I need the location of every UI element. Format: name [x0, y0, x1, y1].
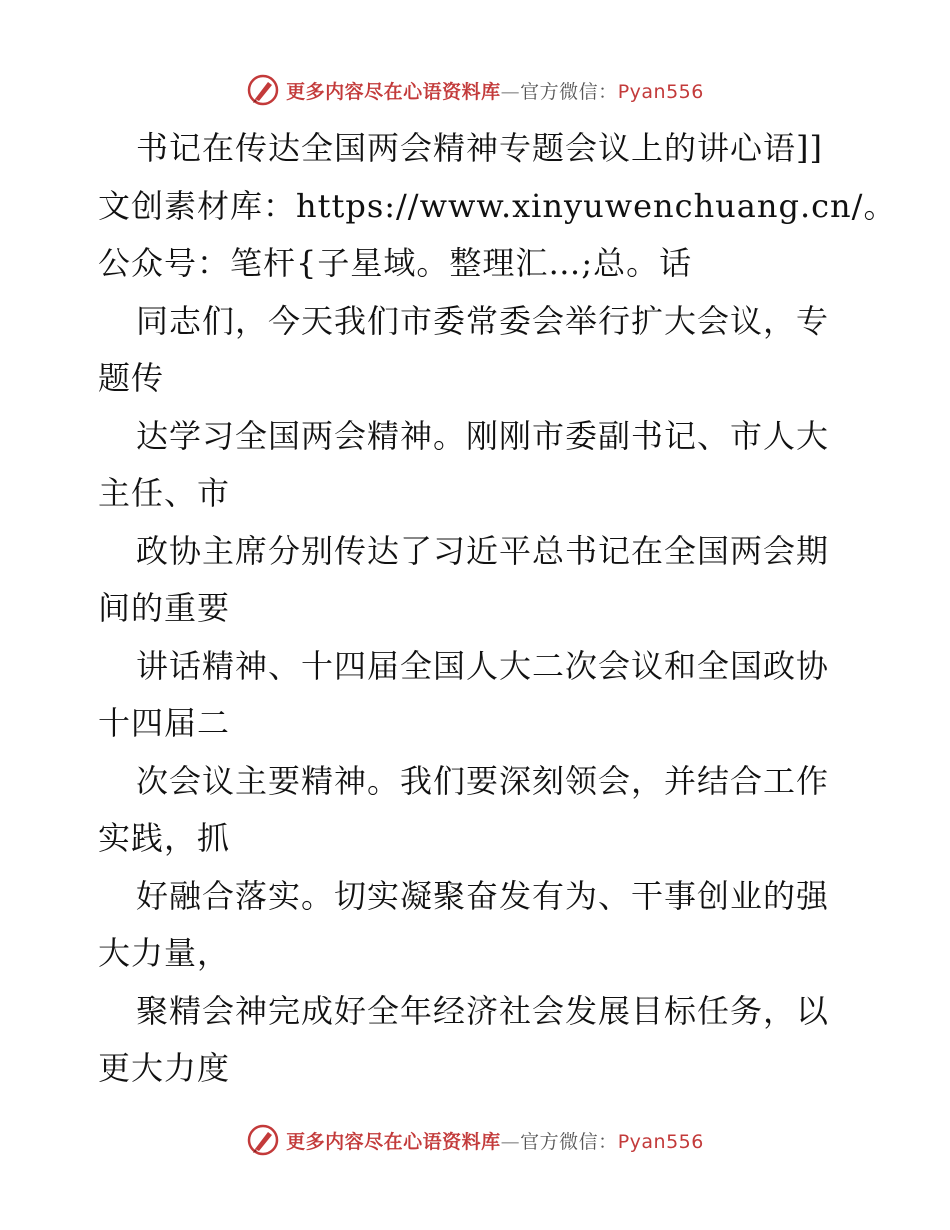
banner-text — [286, 1127, 704, 1154]
doc-line: 聚精会神完成好全年经济社会发展目标任务，以 — [136, 991, 830, 1030]
doc-line: 大力量， — [98, 934, 231, 972]
doc-line: 更大力度 — [98, 1049, 231, 1087]
doc-line: 政协主席分别传达了习近平总书记在全国两会期 — [136, 531, 830, 570]
document-body — [98, 120, 897, 1098]
banner-separator: — — [500, 80, 521, 103]
doc-line: 次会议主要精神。我们要深刻领会，并结合工作 — [136, 761, 830, 800]
doc-line: 十四届二 — [98, 704, 231, 742]
doc-line: 书记在传达全国两会精神专题会议上的讲心语]] — [136, 129, 823, 167]
banner-text — [286, 77, 704, 104]
doc-line: 主任、市 — [98, 474, 231, 512]
doc-line: 间的重要 — [98, 589, 231, 627]
doc-line: 同志们，今天我们市委常委会举行扩大会议，专 — [136, 301, 830, 340]
doc-line: 实践，抓 — [98, 819, 231, 857]
quill-pen-logo-icon — [246, 73, 280, 107]
banner-wechat-label: 官方微信： — [520, 80, 618, 103]
footer-banner — [0, 1120, 950, 1160]
quill-pen-logo-icon — [246, 1123, 280, 1157]
banner-separator: — — [500, 1130, 521, 1153]
banner-wechat-label: 官方微信： — [520, 1130, 618, 1153]
doc-line: 公众号：笔杆{子星域。整理汇…;总。话 — [98, 244, 693, 282]
doc-line: 达学习全国两会精神。刚刚市委副书记、市人大 — [136, 416, 830, 455]
banner-wechat-id: Pyan556 — [617, 80, 704, 103]
banner-main-text: 更多内容尽在心语资料库 — [286, 1130, 501, 1153]
header-banner — [0, 70, 950, 110]
doc-line: 题传 — [98, 359, 165, 397]
doc-line: 讲话精神、十四届全国人大二次会议和全国政协 — [136, 646, 830, 685]
banner-wechat-id: Pyan556 — [617, 1130, 704, 1153]
doc-line: 好融合落实。切实凝聚奋发有为、干事创业的强 — [136, 876, 830, 915]
banner-main-text: 更多内容尽在心语资料库 — [286, 80, 501, 103]
doc-line: 文创素材库：https://www.xinyuwenchuang.cn/。 — [98, 186, 897, 225]
